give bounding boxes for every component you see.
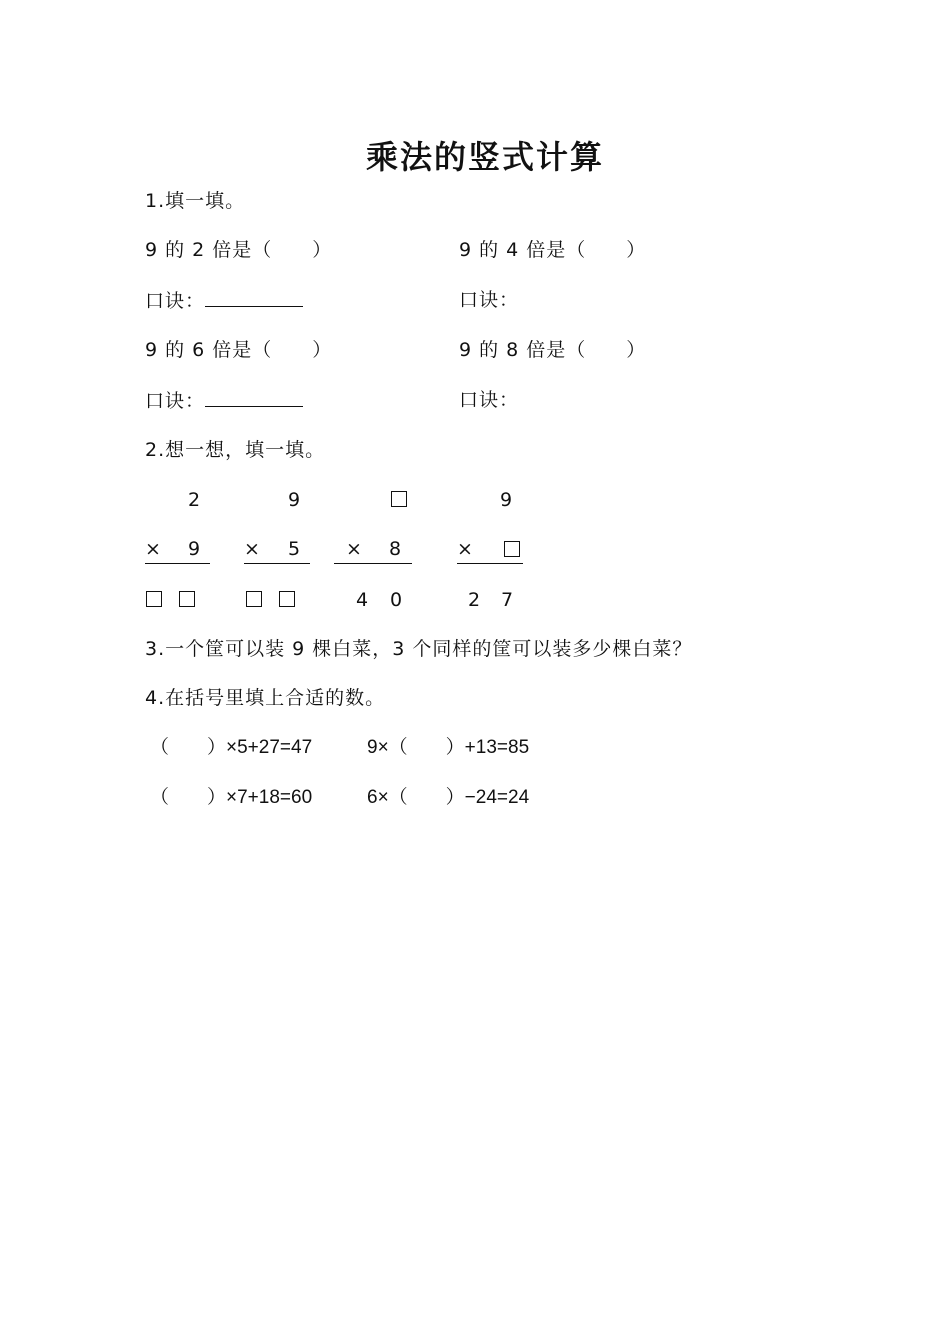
equation-blank[interactable]: 6×（ ） <box>367 787 465 808</box>
koujue-label: 口诀： <box>145 390 206 412</box>
vertical-top-digit: 9 <box>500 489 513 511</box>
answer-blank[interactable] <box>205 288 303 307</box>
answer-box[interactable] <box>246 591 262 607</box>
q1-koujue-3 <box>145 388 303 413</box>
answer-box[interactable] <box>146 591 162 607</box>
answer-blank[interactable] <box>205 388 303 407</box>
times-sign: × <box>346 538 362 560</box>
equation-rest: −24=24 <box>464 787 530 808</box>
q1-koujue-2: 口诀： <box>459 289 520 311</box>
vertical-result-row <box>246 588 295 612</box>
answer-box[interactable] <box>279 591 295 607</box>
vertical-multiplier: 5 <box>288 538 301 560</box>
vertical-top-digit: 9 <box>288 489 301 511</box>
vertical-top-box-row <box>391 488 407 512</box>
q1-koujue-1 <box>145 288 303 313</box>
q1-item-1: 9 的 2 倍是（ ） <box>145 239 333 261</box>
times-sign: × <box>145 538 161 560</box>
vertical-result-digit: 7 <box>501 589 514 611</box>
equation-rest: +13=85 <box>464 737 530 758</box>
q3-text: 3.一个筐可以装 9 棵白菜，3 个同样的筐可以装多少棵白菜？ <box>145 638 693 660</box>
answer-box[interactable] <box>391 491 407 507</box>
vertical-multiplier-row <box>244 537 310 564</box>
equation <box>367 736 529 760</box>
times-sign: × <box>457 538 473 560</box>
vertical-result-digit: 2 <box>468 589 481 611</box>
q1-item-3: 9 的 6 倍是（ ） <box>145 339 333 361</box>
q2-heading: 2.想一想，填一填。 <box>145 439 326 461</box>
equation <box>367 786 529 810</box>
page-title: 乘法的竖式计算 <box>365 138 604 176</box>
equation-rest: ×7+18=60 <box>226 787 313 808</box>
vertical-result-digit: 4 <box>356 589 369 611</box>
q1-item-2: 9 的 4 倍是（ ） <box>459 239 647 261</box>
vertical-result-row <box>146 588 195 612</box>
equation-blank[interactable]: （ ） <box>150 737 227 758</box>
equation-blank[interactable]: 9×（ ） <box>367 737 465 758</box>
vertical-multiplier: 9 <box>188 538 201 560</box>
equation <box>150 786 312 810</box>
q1-item-4: 9 的 8 倍是（ ） <box>459 339 647 361</box>
vertical-multiplier-row <box>457 537 523 564</box>
q1-heading: 1.填一填。 <box>145 190 246 212</box>
vertical-multiplier-row <box>145 537 210 564</box>
vertical-result-digit: 0 <box>390 589 403 611</box>
vertical-multiplier: 8 <box>389 538 402 560</box>
equation-rest: ×5+27=47 <box>226 737 313 758</box>
equation-blank[interactable]: （ ） <box>150 787 227 808</box>
q4-heading: 4.在括号里填上合适的数。 <box>145 687 386 709</box>
equation <box>150 736 312 760</box>
q1-koujue-4: 口诀： <box>459 389 520 411</box>
answer-box[interactable] <box>504 541 520 557</box>
answer-box[interactable] <box>179 591 195 607</box>
vertical-top-digit: 2 <box>188 489 201 511</box>
times-sign: × <box>244 538 260 560</box>
vertical-multiplier-row <box>334 537 412 564</box>
koujue-label: 口诀： <box>145 290 206 312</box>
